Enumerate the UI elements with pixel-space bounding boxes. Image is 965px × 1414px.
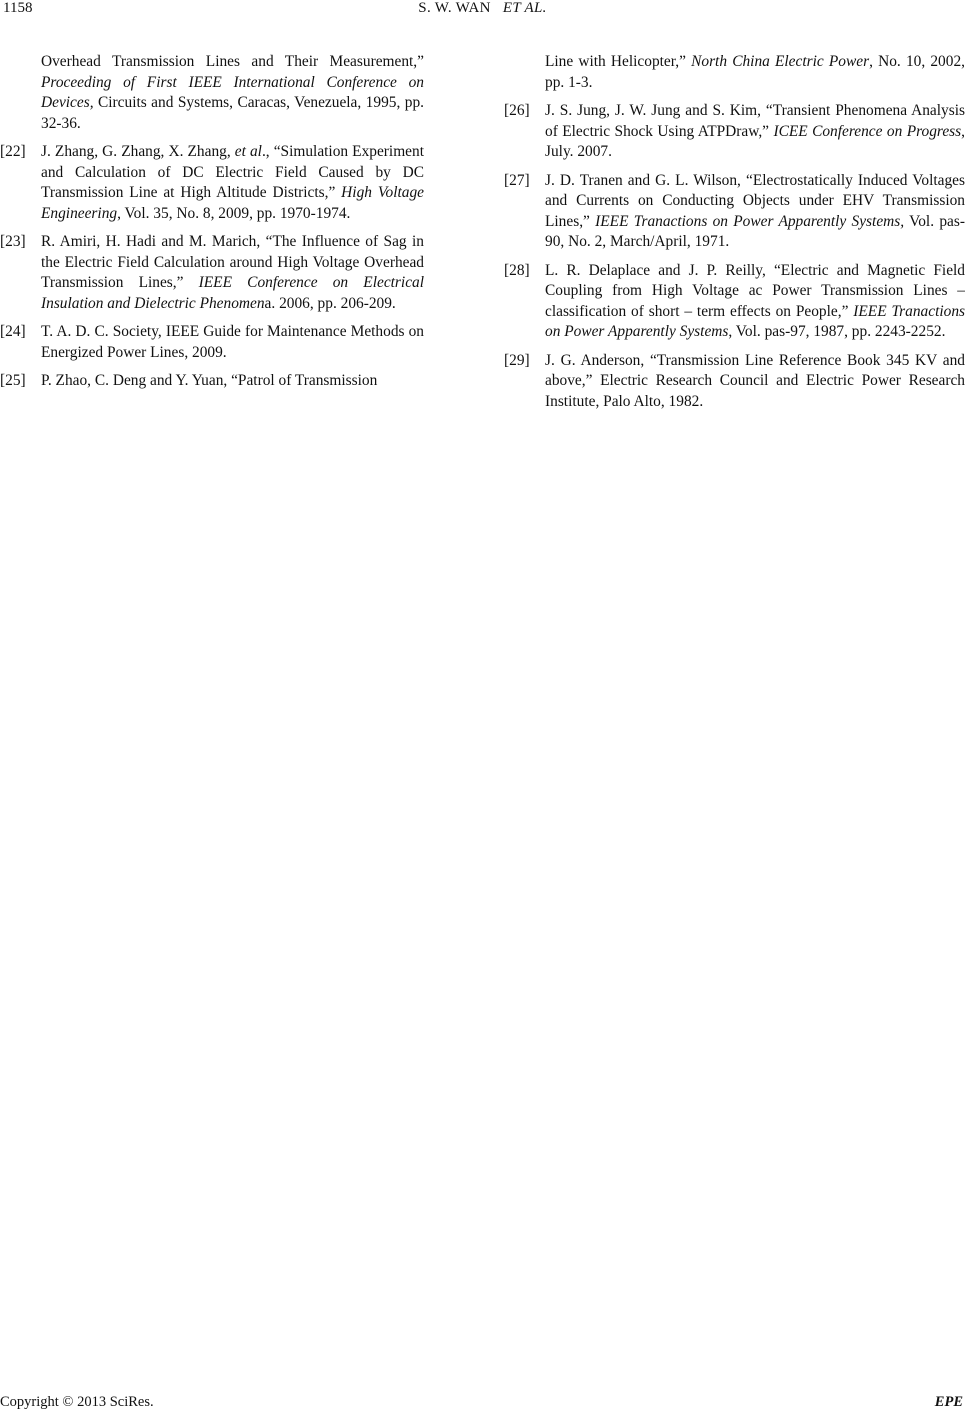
reference-entry: [0, 52, 424, 134]
reference-text: [545, 351, 965, 413]
reference-entry: [0, 371, 424, 392]
running-head-authors: S. W. WAN: [418, 0, 491, 16]
reference-text: [545, 171, 965, 253]
reference-italic-text: IEEE Conference on Electrical Insulation and Dielectric Phenomen: [41, 274, 424, 312]
reference-text-segment: T. A. D. C. Society, IEEE Guide for Maintenance Methods on Energized Power Lines, 2009.: [41, 323, 424, 361]
reference-italic-text: ICEE Conference on Progress: [773, 122, 962, 140]
reference-entry: [504, 171, 965, 253]
reference-text-segment: , July. 2007.: [545, 122, 965, 160]
reference-number: [24]: [0, 323, 26, 340]
reference-entry: [0, 142, 424, 224]
running-head-et-al: ET AL.: [502, 0, 547, 16]
reference-text-segment: a. 2006, pp. 206-209.: [264, 294, 396, 312]
reference-text-segment: Vol. pas-90, No. 2, March/April, 1971.: [545, 212, 965, 250]
reference-text-segment: R. Amiri, H. Hadi and M. Marich, “The Influence of Sag in the Electric Field Calculation around High Voltage Overhead Transmission Lines,”: [41, 233, 424, 291]
reference-text-segment: J. D. Tranen and G. L. Wilson, “Electrostatically Induced Voltages and Currents on Conducting Objects under EHV Transmission Lines,”: [545, 171, 965, 230]
reference-entry: [504, 261, 965, 343]
reference-entry: [504, 52, 965, 93]
reference-italic-text: IEEE Tranactions on Power Apparently Systems,: [595, 212, 905, 230]
reference-text: [41, 52, 424, 134]
reference-text: [41, 232, 424, 314]
reference-text-segment: ., “Simulation Experiment and Calculation of DC Electric Field Caused by DC Transmission Line at High Altitude Districts,”: [41, 143, 424, 201]
reference-italic-text: North China Electric Power: [691, 53, 870, 70]
reference-number: [23]: [0, 233, 26, 250]
reference-italic-text: Proceeding of First IEEE International Conference on Devices,: [41, 73, 424, 111]
reference-text-segment: J. S. Jung, J. W. Jung and S. Kim, “Transient Phenomena Analysis of Electric Shock Using ATPDraw,”: [545, 102, 965, 140]
reference-text-segment: J. G. Anderson, “Transmission Line Reference Book 345 KV and above,” Electric Research Council and Electric Power Research Institute, Palo Alto, 1982.: [545, 351, 965, 410]
reference-entry: [0, 322, 424, 363]
running-head: [0, 0, 965, 17]
reference-number: [22]: [0, 143, 26, 160]
reference-text-segment: Circuits and Systems, Caracas, Venezuela, 1995, pp. 32-36.: [41, 94, 424, 132]
reference-column-right: [504, 52, 965, 420]
reference-italic-text: IEEE Tranactions on Power Apparently Systems: [545, 302, 965, 340]
reference-text: [41, 371, 424, 392]
copyright-footer: Copyright © 2013 SciRes.: [0, 1394, 154, 1410]
reference-entry: [504, 101, 965, 163]
reference-entry: [504, 351, 965, 413]
journal-abbreviation: EPE: [934, 1394, 963, 1410]
reference-number: [26]: [504, 102, 530, 119]
reference-text-segment: L. R. Delaplace and J. P. Reilly, “Electric and Magnetic Field Coupling from High Voltage ac Power Transmission Lines – classification of short – term effects on People,”: [545, 261, 965, 320]
reference-text: [41, 322, 424, 363]
reference-text: [545, 52, 965, 93]
reference-text-segment: P. Zhao, C. Deng and Y. Yuan, “Patrol of Transmission: [41, 372, 378, 389]
page-number: 1158: [3, 0, 33, 16]
reference-entry: [0, 232, 424, 314]
reference-italic-text: et al: [234, 143, 262, 160]
reference-text: [545, 101, 965, 163]
reference-text-segment: , Vol. 35, No. 8, 2009, pp. 1970-1974.: [117, 204, 351, 222]
reference-text-segment: J. Zhang, G. Zhang, X. Zhang,: [41, 143, 235, 160]
reference-text: [41, 142, 424, 224]
reference-column-left: [0, 52, 424, 400]
reference-italic-text: High Voltage Engineering: [41, 184, 424, 222]
reference-text-segment: , No. 10, 2002, pp. 1-3.: [545, 53, 965, 91]
reference-number: [28]: [504, 261, 530, 279]
reference-number: [27]: [504, 171, 530, 189]
reference-number: [29]: [504, 351, 530, 369]
reference-text: [545, 261, 965, 343]
reference-text-segment: , Vol. pas-97, 1987, pp. 2243-2252.: [728, 323, 946, 340]
reference-number: [25]: [0, 372, 26, 389]
reference-text-segment: Line with Helicopter,”: [545, 53, 692, 70]
reference-text-segment: Overhead Transmission Lines and Their Measurement,”: [41, 53, 424, 70]
